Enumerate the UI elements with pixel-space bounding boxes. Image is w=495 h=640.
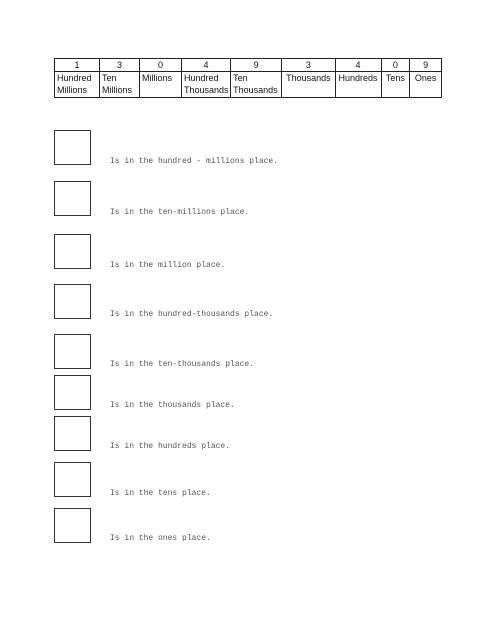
place-value-table (54, 58, 442, 98)
digit-cell: 4 (335, 59, 381, 72)
place-name-cell (410, 72, 442, 98)
question-text: Is in the hundreds place. (110, 442, 231, 451)
place-name-cell (231, 72, 282, 98)
place-name-line: Millions (57, 85, 88, 95)
answer-box[interactable] (54, 234, 91, 269)
place-name-line: Hundred (57, 73, 92, 83)
answer-box[interactable] (54, 130, 91, 165)
digit-cell: 4 (181, 59, 230, 72)
place-name-line: Ten (233, 73, 248, 83)
question-text: Is in the thousands place. (110, 401, 235, 410)
place-name-line: Thousands (286, 73, 331, 83)
place-name-cell (100, 72, 140, 98)
digit-cell: 3 (100, 59, 140, 72)
question-text: Is in the hundred-thousands place. (110, 310, 274, 319)
place-name-line: Thousands (183, 85, 229, 95)
place-name-line: Millions (102, 85, 133, 95)
answer-box[interactable] (54, 462, 91, 497)
place-name-line: Thousands (233, 85, 278, 95)
question-text: Is in the ten-millions place. (110, 208, 250, 217)
answer-box[interactable] (54, 508, 91, 543)
digit-cell: 3 (282, 59, 335, 72)
place-name-cell (381, 72, 410, 98)
place-name-line: Ones (414, 73, 437, 83)
digit-cell: 9 (231, 59, 282, 72)
answer-box[interactable] (54, 416, 91, 451)
question-text: Is in the million place. (110, 261, 226, 270)
digit-cell: 0 (381, 59, 410, 72)
place-name-line: Tens (385, 73, 405, 83)
place-name-cell (282, 72, 335, 98)
place-name-cell (335, 72, 381, 98)
answer-box[interactable] (54, 334, 91, 369)
place-names-row (55, 72, 442, 98)
place-name-line: Hundreds (338, 73, 378, 83)
place-name-line: Millions (141, 73, 172, 83)
question-text: Is in the hundred - millions place. (110, 157, 279, 166)
place-name-cell (181, 72, 230, 98)
question-text: Is in the ones place. (110, 534, 211, 543)
question-text: Is in the tens place. (110, 489, 211, 498)
place-name-cell (139, 72, 181, 98)
answer-box[interactable] (54, 375, 91, 410)
place-name-line: Hundred (183, 73, 219, 83)
question-text: Is in the ten-thousands place. (110, 360, 255, 369)
answer-box[interactable] (54, 284, 91, 319)
place-name-cell (55, 72, 100, 98)
place-name-line: Ten (102, 73, 117, 83)
answer-box[interactable] (54, 181, 91, 216)
digit-cell: 0 (139, 59, 181, 72)
digits-row (55, 59, 442, 72)
digit-cell: 1 (55, 59, 100, 72)
digit-cell: 9 (410, 59, 442, 72)
